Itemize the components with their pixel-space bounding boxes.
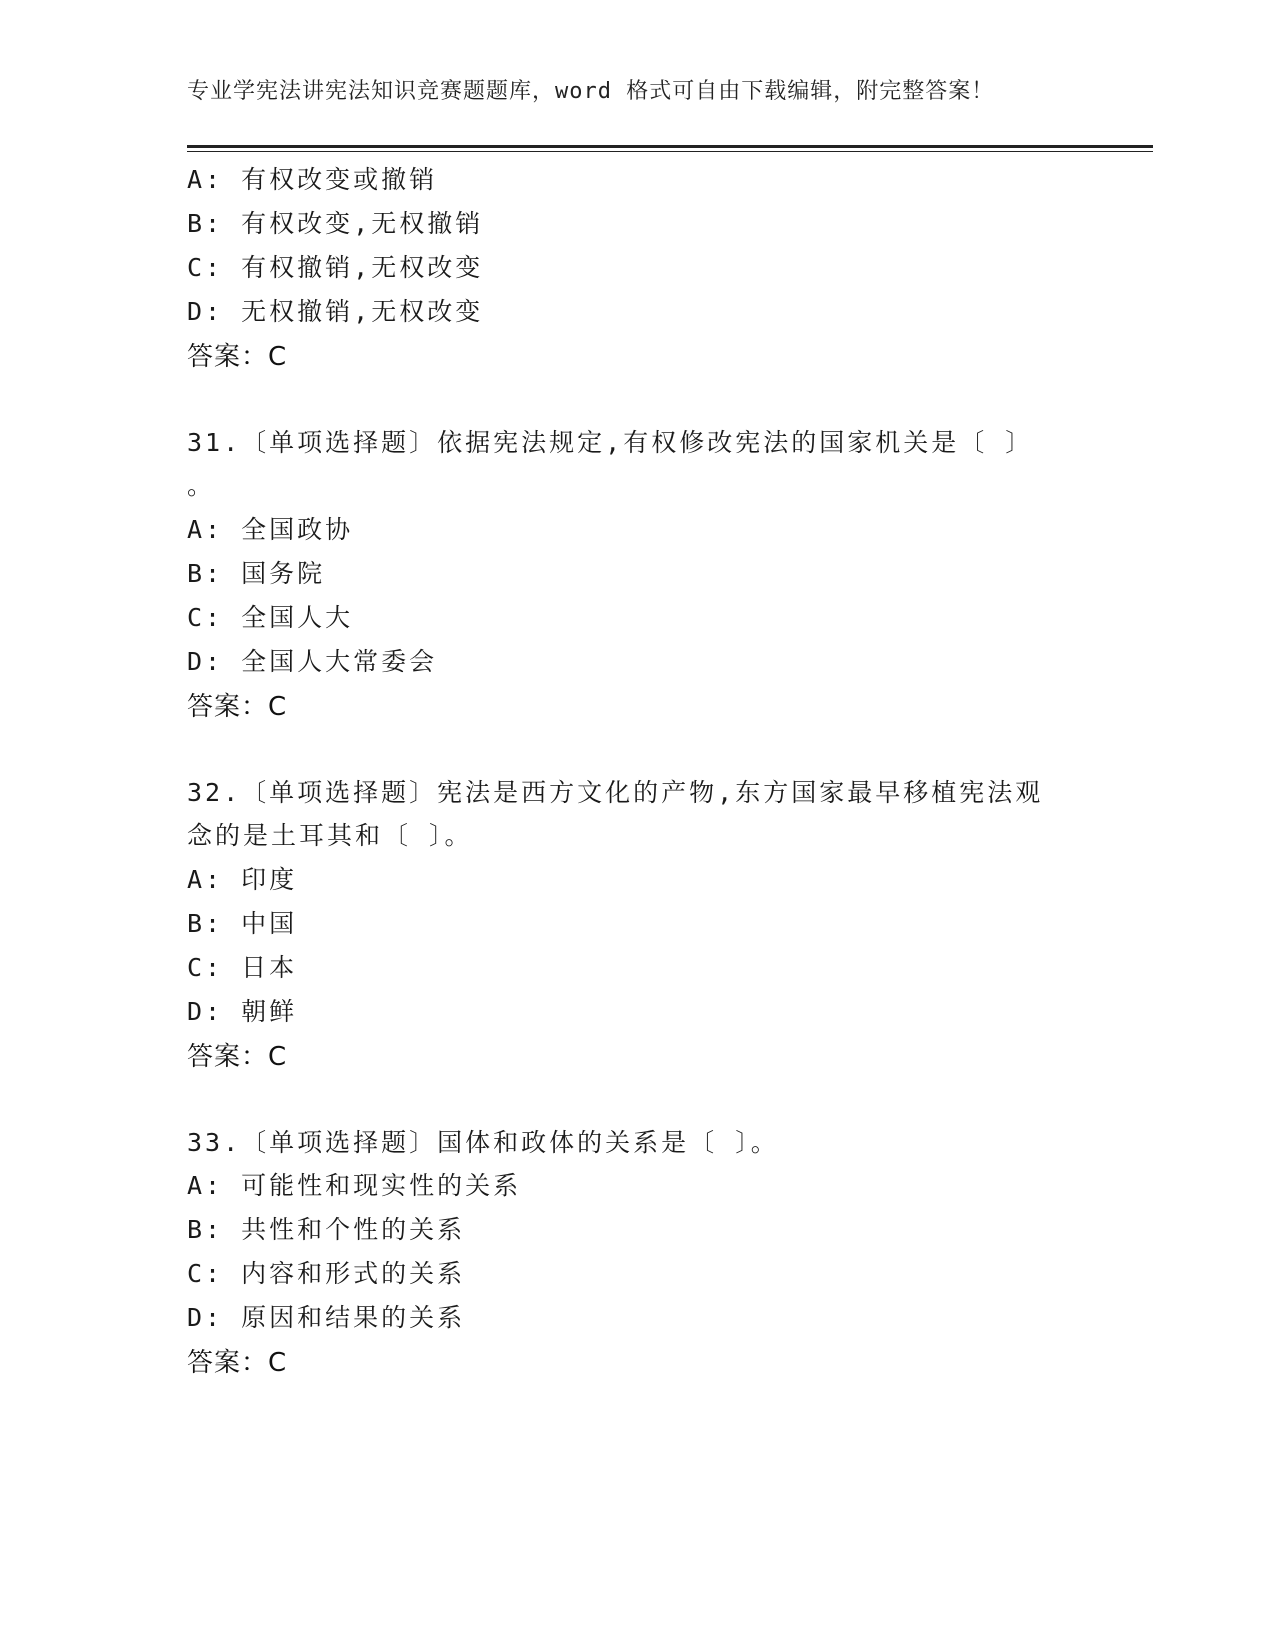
q30-option-b: B: 有权改变,无权撤销 (187, 209, 484, 238)
q31-option-a: A: 全国政协 (187, 515, 354, 544)
q32-answer: 答案：C (187, 1042, 288, 1072)
header-rule-thin (187, 151, 1153, 152)
q33-option-b: B: 共性和个性的关系 (187, 1215, 466, 1244)
q31-option-b: B: 国务院 (187, 559, 326, 588)
page-header: 专业学宪法讲宪法知识竞赛题题库，word 格式可自由下载编辑，附完整答案！ (187, 79, 995, 104)
q31-stem-line2: 。 (187, 471, 216, 500)
q30-option-d: D: 无权撤销,无权改变 (187, 297, 484, 326)
q33-answer: 答案：C (187, 1348, 288, 1378)
q31-option-c: C: 全国人大 (187, 603, 354, 632)
q31-stem-line1: 31.〔单项选择题〕依据宪法规定,有权修改宪法的国家机关是〔 〕 (187, 428, 1034, 457)
q33-option-d: D: 原因和结果的关系 (187, 1303, 466, 1332)
q33-option-c: C: 内容和形式的关系 (187, 1259, 466, 1288)
q30-option-a: A: 有权改变或撤销 (187, 165, 438, 194)
q31-option-d: D: 全国人大常委会 (187, 647, 438, 676)
q33-option-a: A: 可能性和现实性的关系 (187, 1171, 522, 1200)
q33-stem-line1: 33.〔单项选择题〕国体和政体的关系是〔 〕。 (187, 1128, 779, 1157)
q32-option-a: A: 印度 (187, 865, 298, 894)
q32-option-c: C: 日本 (187, 953, 298, 982)
q30-option-c: C: 有权撤销,无权改变 (187, 253, 484, 282)
q32-stem-line2: 念的是土耳其和〔 〕。 (187, 821, 473, 850)
header-rule-thick (187, 145, 1153, 148)
q32-option-d: D: 朝鲜 (187, 997, 298, 1026)
q30-answer: 答案：C (187, 342, 288, 372)
q32-stem-line1: 32.〔单项选择题〕宪法是西方文化的产物,东方国家最早移植宪法观 (187, 778, 1044, 807)
q31-answer: 答案：C (187, 692, 288, 722)
q32-option-b: B: 中国 (187, 909, 298, 938)
